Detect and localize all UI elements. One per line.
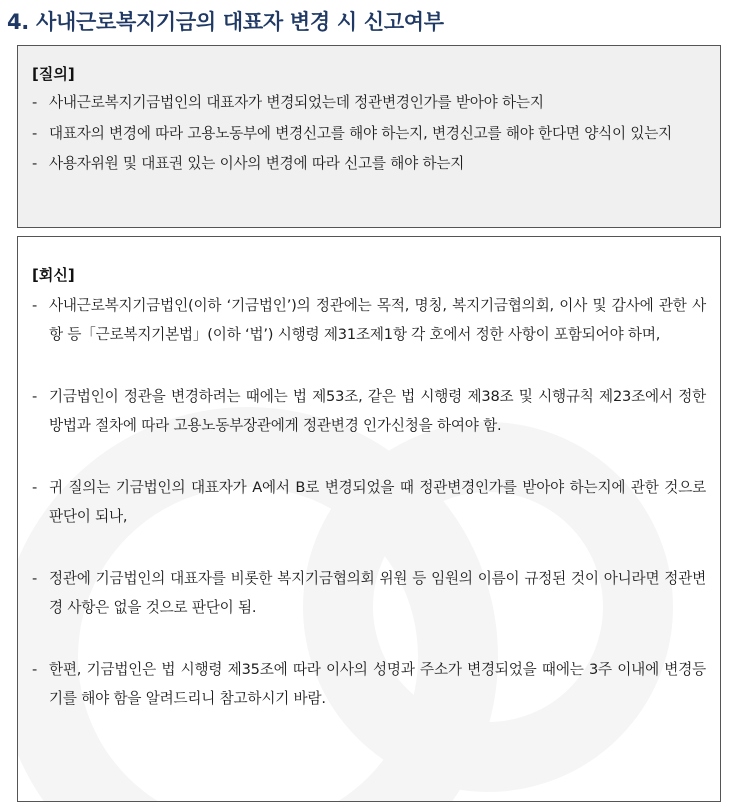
- answer-label: [회신]: [32, 266, 75, 284]
- bullet-dash: -: [32, 124, 38, 142]
- answer-text: 한편, 기금법인은 법 시행령 제35조에 따라 이사의 성명과 주소가 변경되었을 때에는 3주 이내에 변경등기를 해야 함을 알려드리니 참고하시기 바람.: [49, 661, 706, 707]
- bullet-dash: -: [32, 297, 38, 314]
- answer-text: 귀 질의는 기금법인의 대표자가 A에서 B로 변경되었을 때 정관변경인가를 받아야 하는지에 관한 것으로 판단이 되나,: [49, 479, 706, 525]
- bullet-dash: -: [32, 479, 38, 496]
- bullet-dash: -: [32, 94, 38, 111]
- answer-item: [32, 656, 706, 713]
- question-label: [질의]: [32, 65, 75, 83]
- answer-text: 정관에 기금법인의 대표자를 비롯한 복지기금협의회 위원 등 임원의 이름이 규정된 것이 아니라면 정관변경 사항은 없을 것으로 판단이 됨.: [49, 570, 706, 616]
- question-box: [17, 45, 721, 228]
- bullet-dash: -: [32, 661, 38, 678]
- answer-text: 사내근로복지기금법인(이하 ‘기금법인’)의 정관에는 목적, 명칭, 복지기금협의회, 이사 및 감사에 관한 사항 등「근로복지기본법」(이하 ‘법’) 시행령 제31조제1항 각 호에서 정한 사항이 포함되어야 하며,: [49, 297, 706, 343]
- question-item: [32, 120, 706, 149]
- answer-text: 기금법인이 정관을 변경하려는 때에는 법 제53조, 같은 법 시행령 제38조 및 시행규칙 제23조에서 정한 방법과 절차에 따라 고용노동부장관에게 정관변경 인가신청을 하여야 함.: [49, 388, 706, 434]
- bullet-dash: -: [32, 570, 38, 587]
- answer-item: [32, 292, 706, 349]
- question-item: [32, 150, 706, 179]
- answer-item: [32, 383, 706, 440]
- section-title: 4. 사내근로복지기금의 대표자 변경 시 신고여부: [7, 10, 444, 34]
- bullet-dash: -: [32, 388, 38, 405]
- answer-item: [32, 565, 706, 622]
- answer-item: [32, 474, 706, 531]
- question-text: 대표자의 변경에 따라 고용노동부에 변경신고를 해야 하는지, 변경신고를 해야 한다면 양식이 있는지: [49, 124, 673, 142]
- answer-box: [17, 236, 721, 802]
- question-text: 사내근로복지기금법인의 대표자가 변경되었는데 정관변경인가를 받아야 하는지: [49, 94, 544, 111]
- bullet-dash: -: [32, 155, 38, 172]
- question-item: [32, 89, 706, 118]
- question-text: 사용자위원 및 대표권 있는 이사의 변경에 따라 신고를 해야 하는지: [49, 155, 465, 172]
